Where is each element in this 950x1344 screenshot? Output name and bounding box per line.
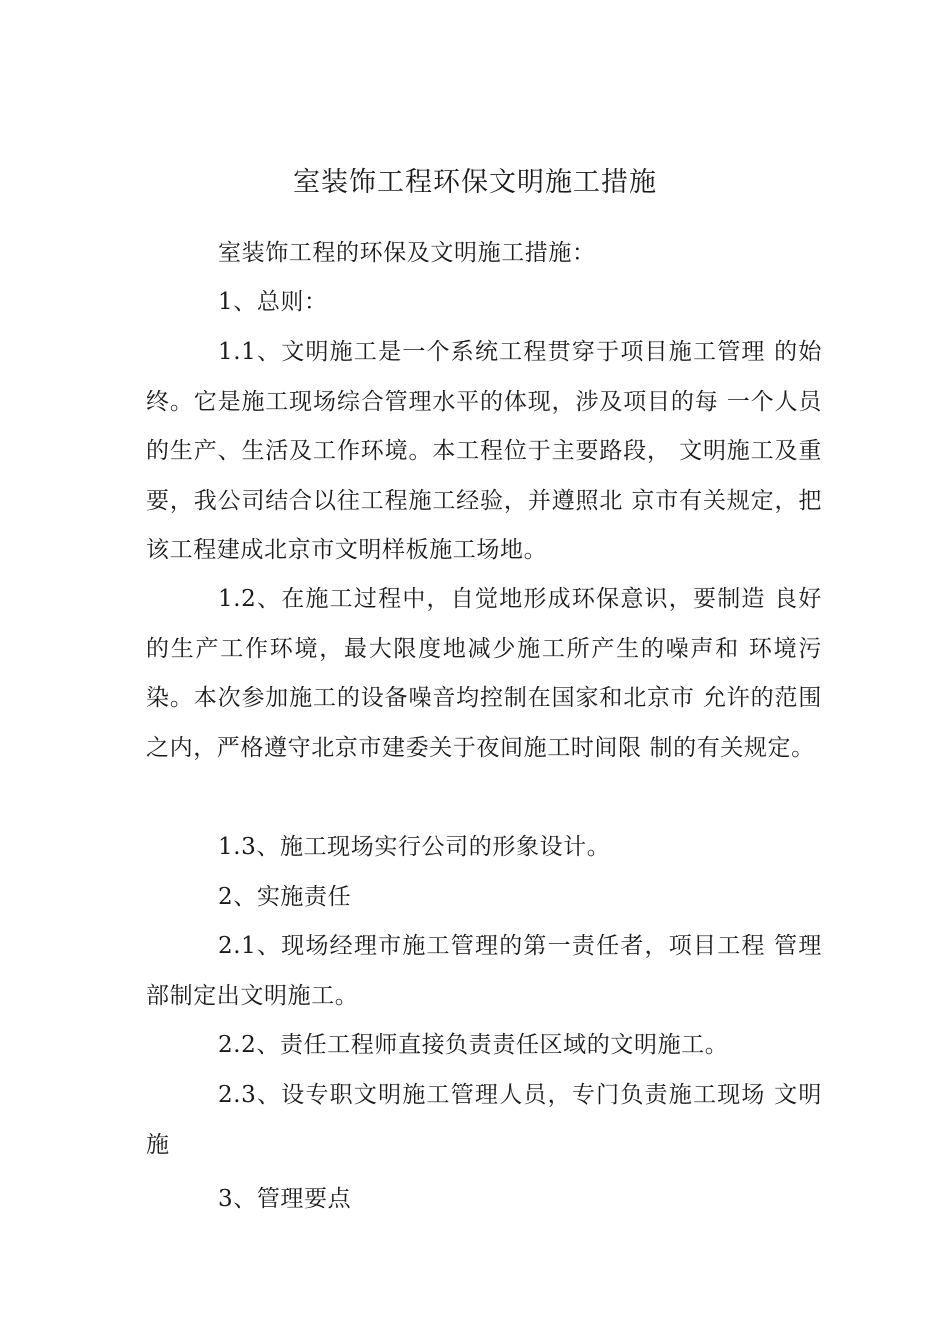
paragraph-2-2: 2.2、责任工程师直接负责责任区域的文明施工。 (218, 1032, 729, 1058)
heading-management-points: 3、管理要点 (218, 1186, 352, 1212)
paragraph-intro: 室装饰工程的环保及文明施工措施： (218, 240, 596, 266)
document-title: 室装饰工程环保文明施工措施 (293, 167, 657, 198)
paragraph-1-3: 1.3、施工现场实行公司的形象设计。 (218, 834, 611, 860)
paragraph-2-1: 2.1、现场经理市施工管理的第一责任者，项目工程 管理部制定出文明施工。 (146, 933, 822, 1009)
paragraph-1-2: 1.2、在施工过程中，自觉地形成环保意识，要制造 良好的生产工作环境，最大限度地减少施工所产生的噪声和 环境污染。本次参加施工的设备噪音均控制在国家和北京市 允许的范围之内，严格遵守北京市建委关于夜间施工时间限 制的有关规定。 (146, 586, 822, 761)
paragraph-2-3: 2.3、设专职文明施工管理人员，专门负责施工现场 文明施 (146, 1082, 822, 1158)
paragraph-1-1: 1.1、文明施工是一个系统工程贯穿于项目施工管理 的始终。它是施工现场综合管理水平的体现，涉及项目的每 一个人员的生产、生活及工作环境。本工程位于主要路段， 文明施工及重要，我公司结合以往工程施工经验，并遵照北 京市有关规定，把该工程建成北京市文明样板施工场地。 (146, 339, 822, 563)
heading-general: 1、总则： (218, 289, 328, 315)
heading-responsibility: 2、实施责任 (218, 884, 352, 910)
